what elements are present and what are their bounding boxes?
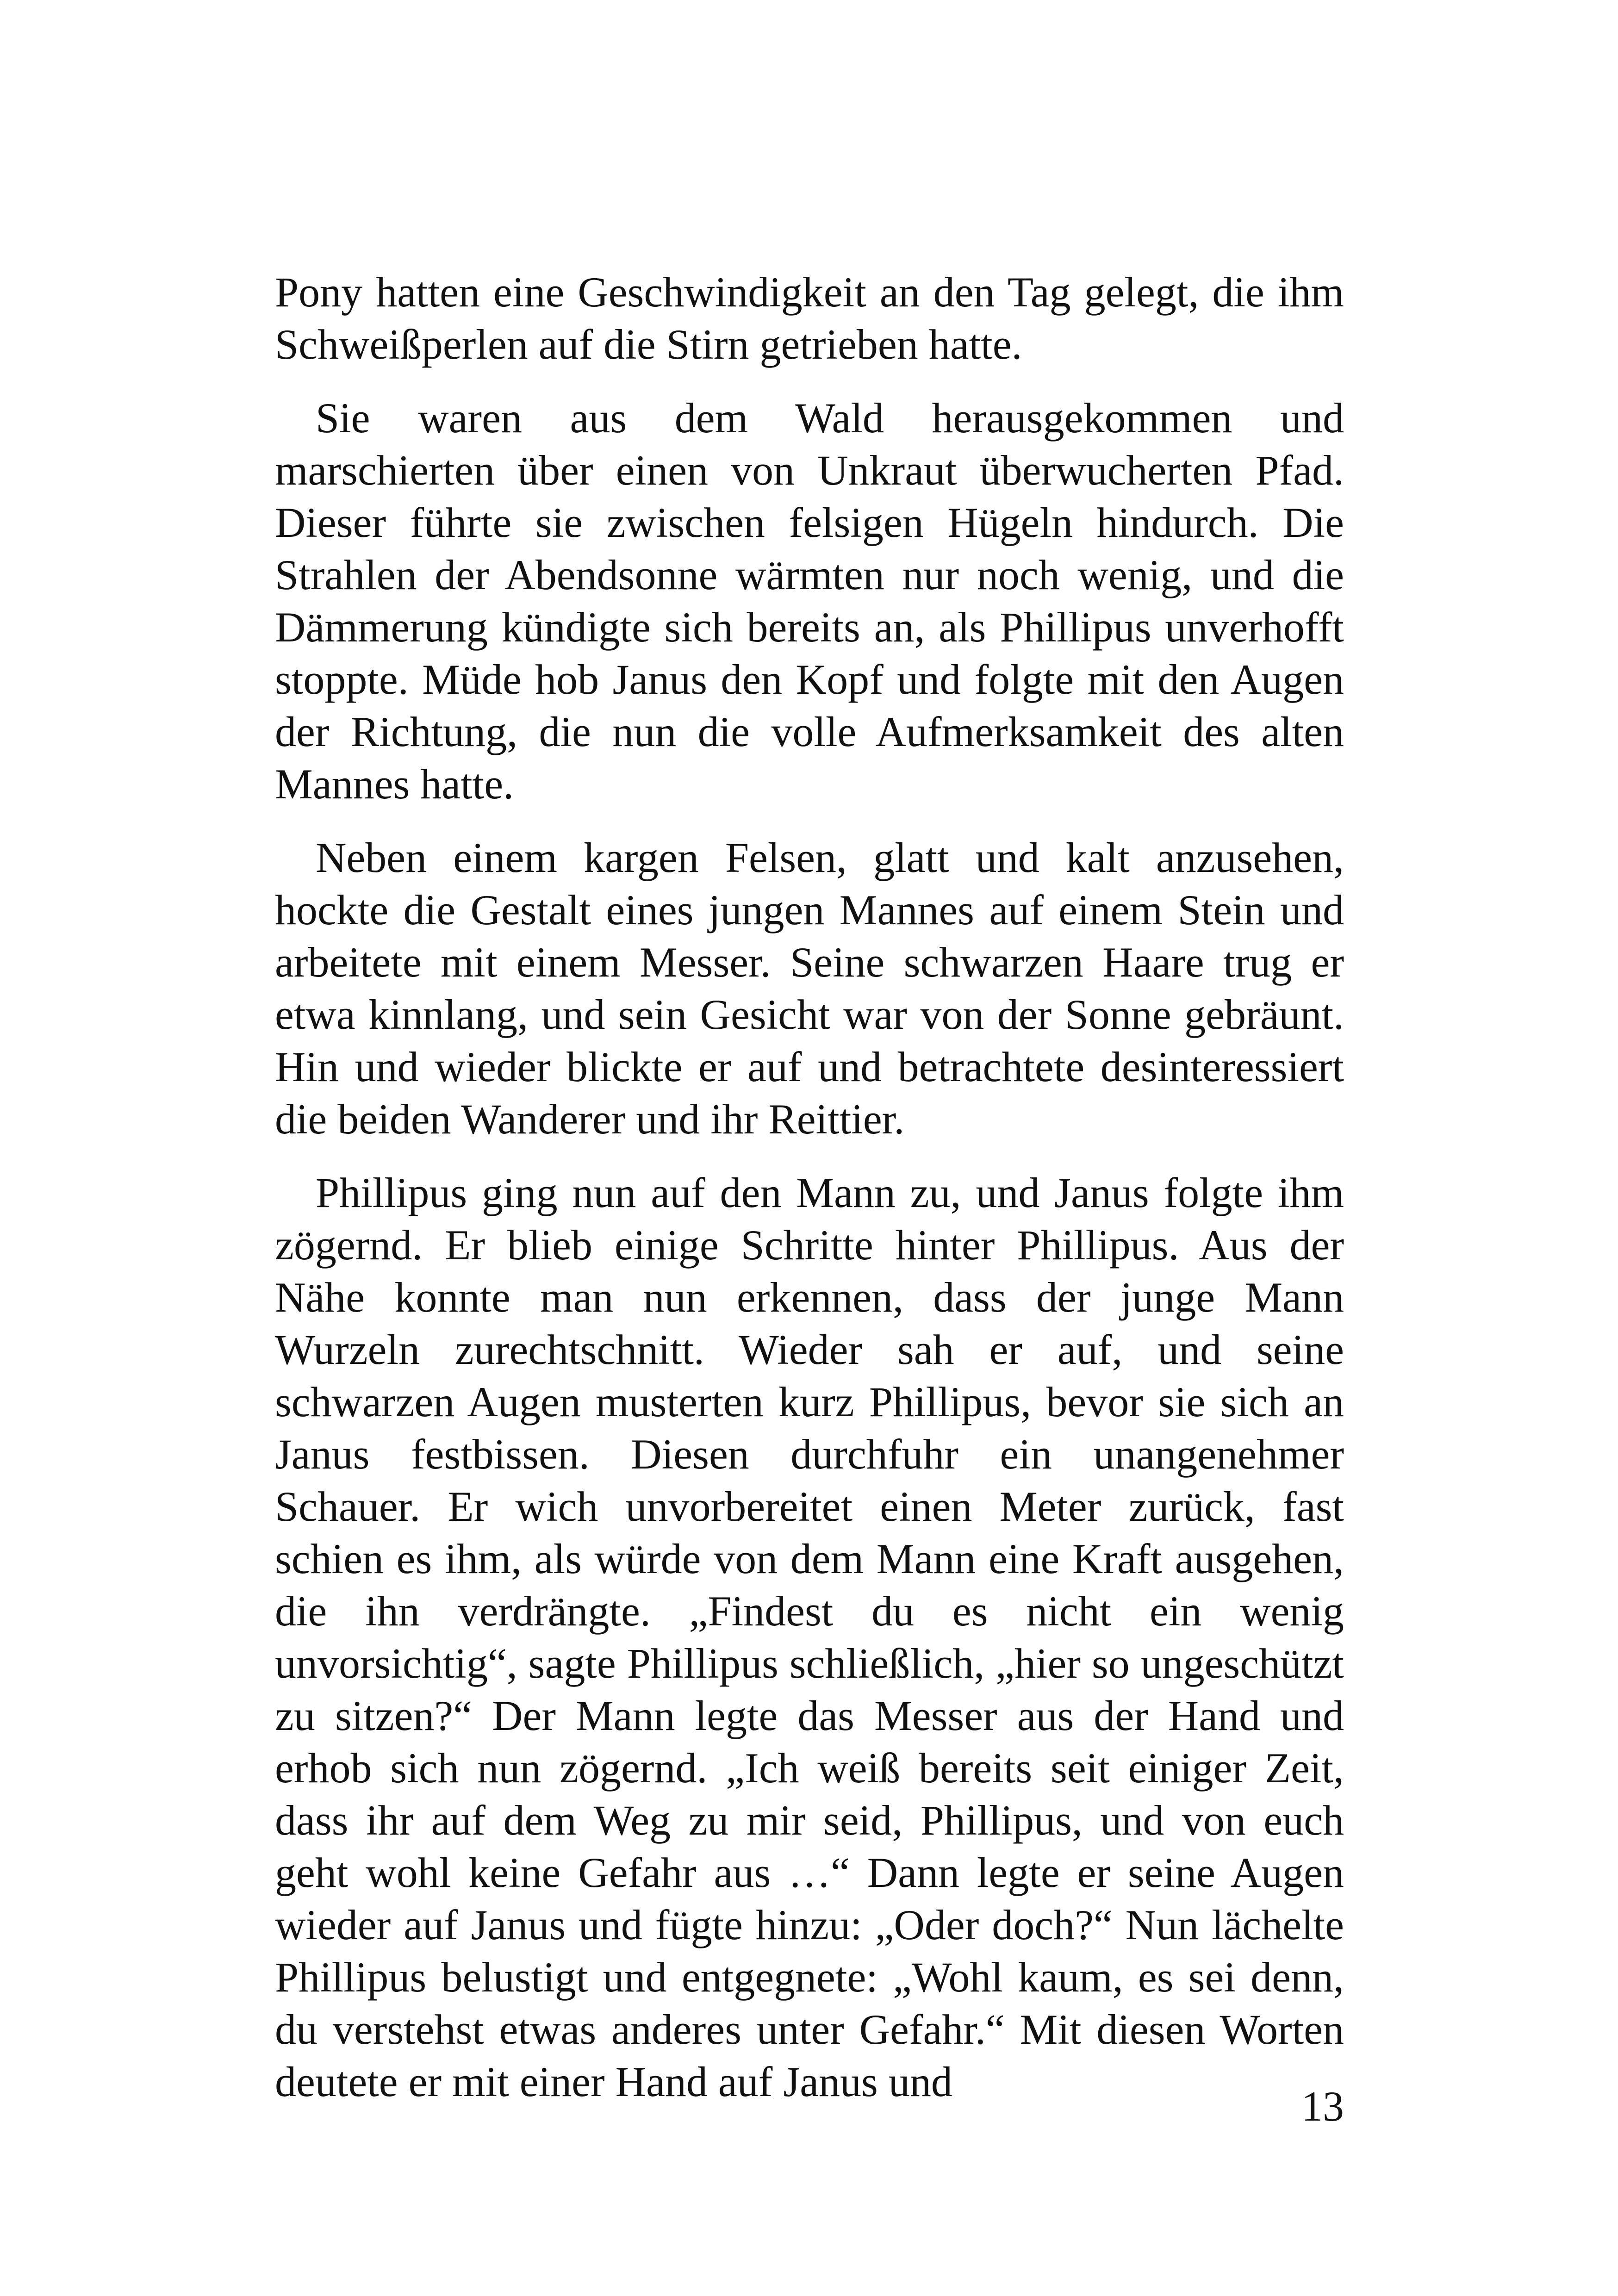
paragraph-3: Neben einem kargen Felsen, glatt und kalt anzusehen, hockte die Gestalt eines jungen Mannes auf einem Stein und arbeitete mit einem Messer. Seine schwarzen Haare trug er etwa kinnlang, und sein Gesicht war von der Sonne gebräunt. Hin und wieder blickte er auf und betrachtete desinteressiert die beiden Wanderer und ihr Reittier. [275, 834, 1344, 1143]
paragraph-2: Sie waren aus dem Wald herausgekommen und marschierten über einen von Unkraut überwucherten Pfad. Dieser führte sie zwischen felsigen Hügeln hindurch. Die Strahlen der Abendsonne wärmten nur noch wenig, und die Dämmerung kündigte sich bereits an, als Phillipus unverhofft stoppte. Müde hob Janus den Kopf und folgte mit den Augen der Richtung, die nun die volle Aufmerksamkeit des alten Mannes hatte. [275, 394, 1344, 808]
body-text [275, 266, 1344, 2129]
paragraph-4: Phillipus ging nun auf den Mann zu, und Janus folgte ihm zögernd. Er blieb einige Schritte hinter Phillipus. Aus der Nähe konnte man nun erkennen, dass der junge Mann Wurzeln zurechtschnitt. Wieder sah er auf, und seine schwarzen Augen musterten kurz Phillipus, bevor sie sich an Janus festbissen. Diesen durchfuhr ein unangenehmer Schauer. Er wich unvorbereitet einen Meter zurück, fast schien es ihm, als würde von dem Mann eine Kraft ausgehen, die ihn verdrängte. „Findest du es nicht ein wenig unvorsichtig“, sagte Phillipus schließlich, „hier so ungeschützt zu sitzen?“ Der Mann legte das Messer aus der Hand und erhob sich nun zögernd. „Ich weiß bereits seit einiger Zeit, dass ihr auf dem Weg zu mir seid, Phillipus, und von euch geht wohl keine Gefahr aus …“ Dann legte er seine Augen wieder auf Janus und fügte hinzu: „Oder doch?“ Nun lächelte Phillipus belustigt und entgegnete: „Wohl kaum, es sei denn, du verstehst etwas anderes unter Gefahr.“ Mit diesen Worten deutete er mit einer Hand auf Janus und [275, 1169, 1344, 2105]
page-number: 13 [1301, 2083, 1344, 2130]
paragraph-1: Pony hatten eine Geschwindigkeit an den Tag gelegt, die ihm Schweißperlen auf die Stirn getrieben hatte. [275, 268, 1344, 368]
